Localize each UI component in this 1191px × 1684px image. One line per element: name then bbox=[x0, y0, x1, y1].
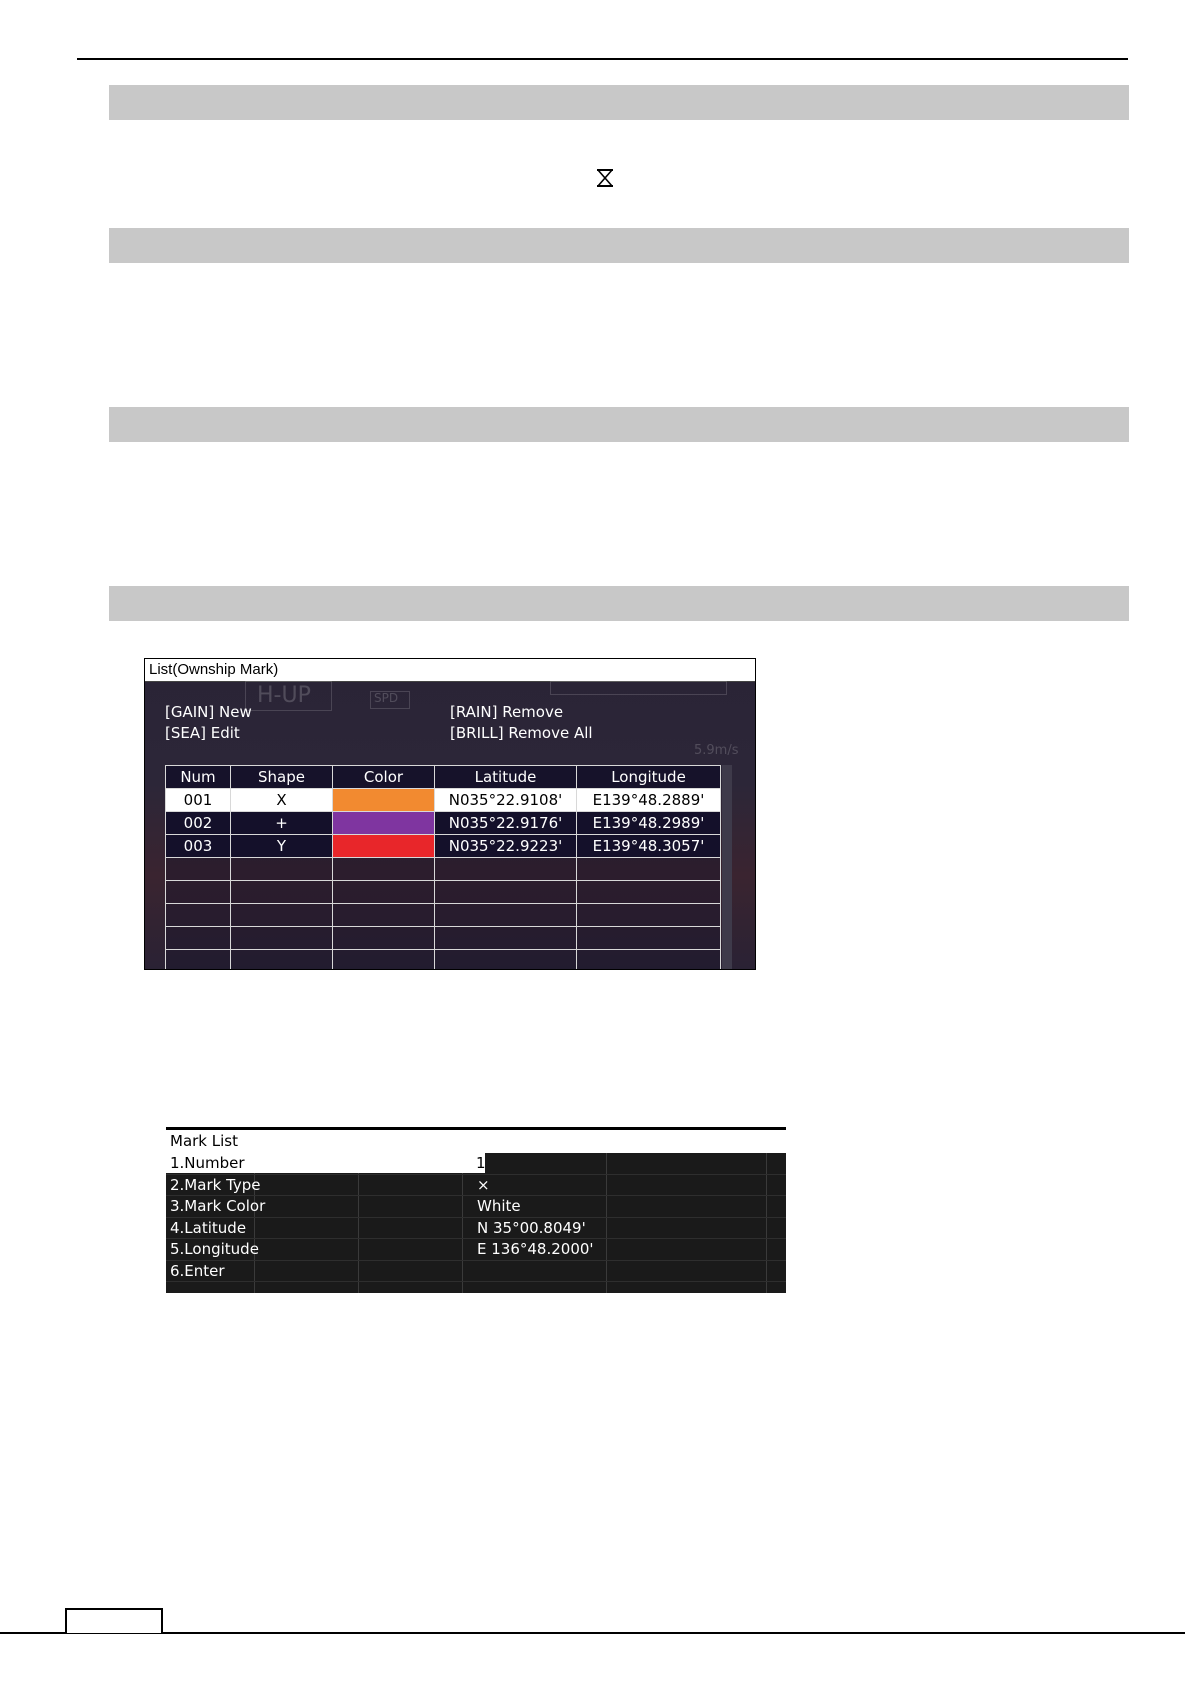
empty-cell bbox=[166, 858, 231, 881]
latitude-cell: N035°22.9108' bbox=[435, 789, 577, 812]
sea-edit-key[interactable]: [SEA] Edit bbox=[165, 724, 240, 742]
mark-list-item-label[interactable]: 4.Latitude bbox=[170, 1218, 247, 1237]
mark-list-item-label[interactable]: 3.Mark Color bbox=[170, 1197, 266, 1215]
empty-cell bbox=[333, 881, 435, 904]
empty-cell bbox=[333, 904, 435, 927]
empty-cell bbox=[231, 950, 333, 971]
shape-cell: + bbox=[231, 812, 333, 835]
empty-cell bbox=[333, 858, 435, 881]
longitude-cell: E139°48.3057' bbox=[577, 835, 721, 858]
empty-table-row[interactable] bbox=[166, 950, 721, 971]
empty-cell bbox=[577, 881, 721, 904]
empty-cell bbox=[577, 858, 721, 881]
bg-speed-label: SPD bbox=[374, 691, 399, 705]
empty-cell bbox=[333, 950, 435, 971]
empty-cell bbox=[435, 904, 577, 927]
mark-list-item-value: White bbox=[477, 1197, 521, 1215]
empty-cell bbox=[435, 881, 577, 904]
mark-list-item-value: E 136°48.2000' bbox=[477, 1240, 594, 1258]
empty-cell bbox=[166, 881, 231, 904]
color-cell bbox=[333, 789, 435, 812]
empty-cell bbox=[231, 927, 333, 950]
mark-list-item-label[interactable]: 2.Mark Type bbox=[170, 1175, 261, 1194]
col-header-num: Num bbox=[166, 766, 231, 789]
empty-cell bbox=[231, 858, 333, 881]
empty-table-row[interactable] bbox=[166, 904, 721, 927]
col-header-latitude: Latitude bbox=[435, 766, 577, 789]
section-heading-bar-2 bbox=[109, 228, 1129, 263]
col-header-color: Color bbox=[333, 766, 435, 789]
footer-rule bbox=[0, 1632, 1185, 1634]
mark-list-item-label[interactable]: 5.Longitude bbox=[170, 1240, 259, 1258]
table-row[interactable] bbox=[166, 789, 721, 812]
mark-list-item-value: 1 bbox=[476, 1154, 486, 1172]
window-title: List(Ownship Mark) bbox=[145, 659, 755, 682]
rain-remove-key[interactable]: [RAIN] Remove bbox=[450, 703, 564, 721]
latitude-cell: N035°22.9176' bbox=[435, 812, 577, 835]
empty-cell bbox=[577, 927, 721, 950]
latitude-cell: N035°22.9223' bbox=[435, 835, 577, 858]
empty-table-row[interactable] bbox=[166, 927, 721, 950]
longitude-cell: E139°48.2889' bbox=[577, 789, 721, 812]
empty-cell bbox=[577, 904, 721, 927]
empty-cell bbox=[166, 927, 231, 950]
row-divider bbox=[166, 1238, 786, 1239]
color-cell bbox=[333, 835, 435, 858]
num-cell: 001 bbox=[166, 789, 231, 812]
row-divider bbox=[166, 1217, 786, 1218]
page-number-tab bbox=[65, 1608, 163, 1633]
empty-cell bbox=[231, 881, 333, 904]
brill-remove-all-key[interactable]: [BRILL] Remove All bbox=[450, 724, 593, 742]
col-header-longitude: Longitude bbox=[577, 766, 721, 789]
shape-cell: X bbox=[231, 789, 333, 812]
empty-table-row[interactable] bbox=[166, 881, 721, 904]
table-row[interactable] bbox=[166, 835, 721, 858]
mark-list-item-label[interactable]: 6.Enter bbox=[170, 1261, 225, 1280]
num-cell: 002 bbox=[166, 812, 231, 835]
num-cell: 003 bbox=[166, 835, 231, 858]
col-header-shape: Shape bbox=[231, 766, 333, 789]
row-divider bbox=[166, 1281, 786, 1282]
empty-cell bbox=[435, 858, 577, 881]
table-row[interactable] bbox=[166, 812, 721, 835]
table-header-row bbox=[166, 766, 721, 789]
empty-cell bbox=[435, 927, 577, 950]
mark-list-title: Mark List bbox=[166, 1127, 786, 1153]
ownship-mark-list-screen bbox=[144, 658, 756, 970]
section-heading-bar-1 bbox=[109, 85, 1129, 120]
empty-cell bbox=[166, 950, 231, 971]
hourglass-icon bbox=[595, 168, 615, 188]
gain-new-key[interactable]: [GAIN] New bbox=[165, 703, 252, 721]
bg-wind-readout: 5.9m/s bbox=[694, 743, 739, 758]
empty-cell bbox=[577, 950, 721, 971]
section-heading-bar-4 bbox=[109, 586, 1129, 621]
empty-cell bbox=[333, 927, 435, 950]
mark-list-item-value: N 35°00.8049' bbox=[477, 1218, 586, 1237]
mark-list-screen bbox=[166, 1127, 786, 1293]
empty-cell bbox=[166, 904, 231, 927]
empty-cell bbox=[231, 904, 333, 927]
mark-list-item-value: × bbox=[477, 1175, 490, 1194]
bg-mode-text: H-UP bbox=[257, 683, 311, 708]
shape-cell: Y bbox=[231, 835, 333, 858]
bg-panel bbox=[550, 681, 727, 695]
longitude-cell: E139°48.2989' bbox=[577, 812, 721, 835]
color-cell bbox=[333, 812, 435, 835]
table-scrollbar[interactable] bbox=[722, 765, 732, 970]
row-divider bbox=[166, 1260, 786, 1261]
empty-table-row[interactable] bbox=[166, 858, 721, 881]
header-rule bbox=[77, 58, 1128, 60]
ownship-mark-table bbox=[165, 765, 721, 970]
empty-cell bbox=[435, 950, 577, 971]
section-heading-bar-3 bbox=[109, 407, 1129, 442]
mark-list-item-label[interactable]: 1.Number bbox=[170, 1154, 245, 1172]
